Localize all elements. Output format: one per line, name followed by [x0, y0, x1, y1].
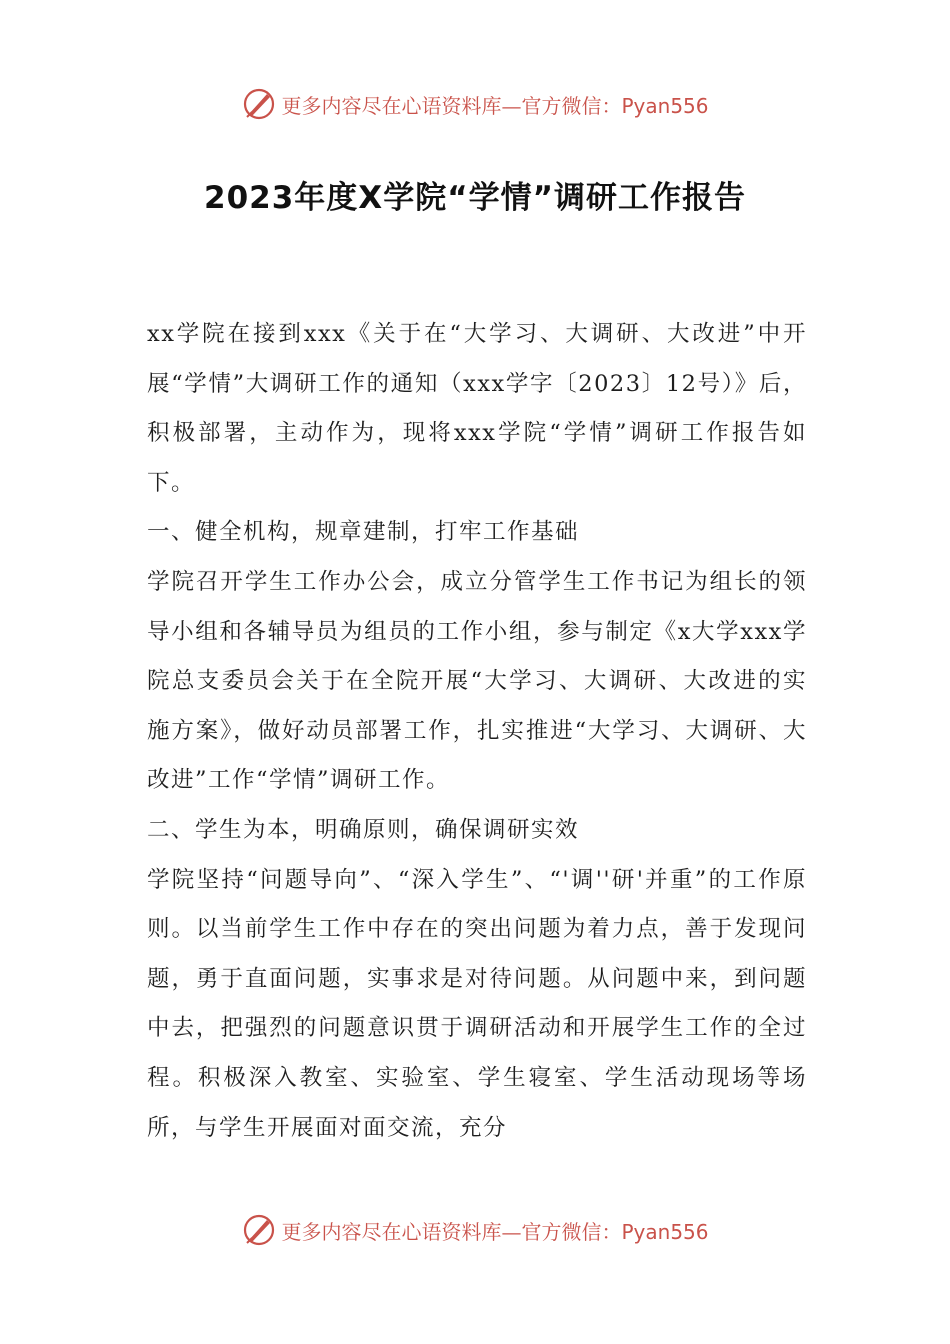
banner-slogan: 更多内容尽在心语资料库—官方微信：: [281, 1219, 622, 1244]
header-banner: [0, 84, 950, 124]
quill-logo-icon: [241, 1212, 277, 1248]
document-title: 2023年度X学院“学情”调研工作报告: [204, 180, 746, 216]
quill-logo-icon: [241, 86, 277, 122]
banner-slogan: 更多内容尽在心语资料库—官方微信：: [281, 93, 622, 118]
banner-text: [281, 1216, 708, 1245]
paragraph-intro: xx学院在接到xxx《关于在“大学习、大调研、大改进”中开展“学情”大调研工作的通知（xxx学字〔2023〕12号）》后，积极部署，主动作为，现将xxx学院“学情”调研工作报告如下。: [147, 321, 807, 496]
banner-text: [281, 90, 708, 119]
document-body: [147, 310, 807, 1153]
paragraph-section-2: 学院坚持“问题导向”、“深入学生”、“'调''研'并重”的工作原则。以当前学生工作中存在的突出问题为着力点，善于发现问题，勇于直面问题，实事求是对待问题。从问题中来，到问题中去，把强烈的问题意识贯于调研活动和开展学生工作的全过程。积极深入教室、实验室、学生寝室、学生活动现场等场所，与学生开展面对面交流，充分: [147, 866, 807, 1141]
footer-banner: [0, 1210, 950, 1250]
section-heading-2: 二、学生为本，明确原则，确保调研实效: [147, 816, 580, 843]
banner-wechat-id: Pyan556: [621, 1219, 709, 1244]
banner-wechat-id: Pyan556: [621, 93, 709, 118]
paragraph-section-1: 学院召开学生工作办公会，成立分管学生工作书记为组长的领导小组和各辅导员为组员的工作小组，参与制定《x大学xxx学院总支委员会关于在全院开展“大学习、大调研、大改进的实施方案》，做好动员部署工作，扎实推进“大学习、大调研、大改进”工作“学情”调研工作。: [147, 568, 807, 794]
section-heading-1: 一、健全机构，规章建制，打牢工作基础: [147, 519, 580, 546]
